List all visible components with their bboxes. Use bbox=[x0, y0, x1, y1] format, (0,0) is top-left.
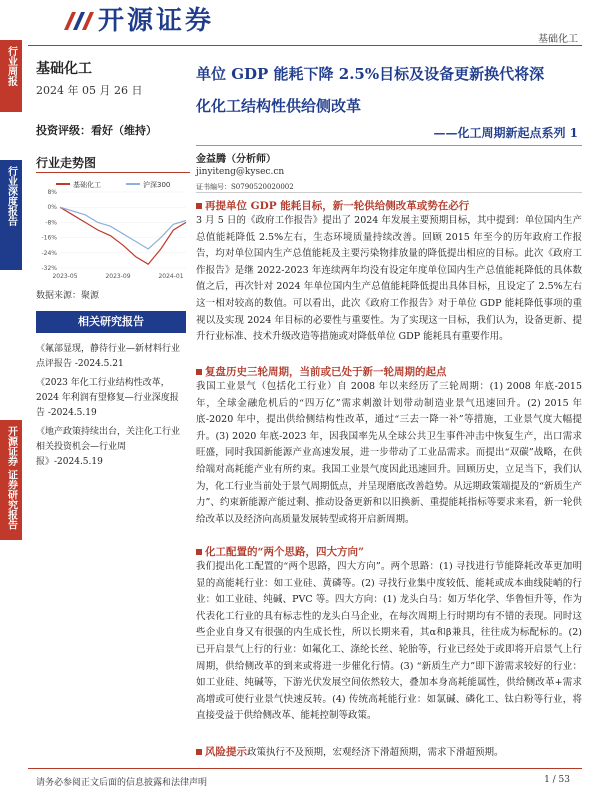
logo-mark-icon bbox=[60, 2, 96, 38]
related-reports-title: 相关研究报告 bbox=[36, 311, 186, 333]
related-report-item[interactable]: 《地产政策持续出台，关注化工行业相关投资机会—行业周报》-2024.5.19 bbox=[36, 427, 181, 467]
section-heading-text: 复盘历史三轮周期，当前或已处于新一轮周期的起点 bbox=[205, 366, 447, 378]
section-heading-text: 再提单位 GDP 能耗目标，新一轮供给侧改革或势在必行 bbox=[205, 200, 470, 212]
related-report-item[interactable]: 《氟部显现，静待行业—新材料行业点评报告 -2024.5.21 bbox=[36, 344, 181, 369]
y-tick-label: -24% bbox=[41, 249, 57, 257]
section-heading bbox=[196, 364, 447, 379]
title-divider bbox=[196, 145, 582, 146]
section-heading-text: 风险提示 bbox=[205, 746, 247, 758]
analyst-divider bbox=[196, 192, 582, 193]
legend-label: 沪深300 bbox=[143, 181, 171, 189]
y-tick-label: -8% bbox=[45, 219, 57, 227]
legend-label: 基础化工 bbox=[73, 181, 101, 189]
x-tick-label: 2023-05 bbox=[52, 273, 78, 280]
section-body: 我们提出化工配置的“两个思路，四大方向”。两个思路：(1) 寻找进行节能降耗改革更加明显的高能耗行业：如工业硅、黄磷等。(2) 寻找行业集中度较低、能耗或成本曲线陡峭的行业：如工业硅、纯碱、PVC 等。四大方向：(1) 龙头白马：如万华化学、华鲁恒升等，作为代表化工行业的具有标志性的龙头白马企业，在每次周期上行时期均有不错的表现。同时这些企业自身又有很强的内生成长性，所以长期来看，其α和β兼具，往往成为标配标的。(2) 已开启景气上行的行业：如氟化工、涤纶长丝、轮胎等，行业已经处于或即将开启景气上行周期，供给侧改革的到来或将进一步催化行情。(3) “新质生产力”即下游需求较好的行业：如工业硅、纯碱等，下游光伏发展空间依然较大，叠加本身高耗能属性，供给侧改革+需求高增或可使行业景气快速反转。(4) 传统高耗能行业：如氯碱、磷化工、钛白粉等行业，将直接受益于供给侧改革、能耗控制等政策。 bbox=[196, 561, 582, 722]
investment-rating: 投资评级：看好（维持） bbox=[36, 124, 157, 137]
analyst-email[interactable]: jinyiteng@kysec.cn bbox=[196, 167, 285, 177]
report-title bbox=[196, 58, 586, 122]
sidebar-depth bbox=[0, 160, 22, 270]
related-report-item[interactable]: 《2023 年化工行业结构性改革，2024 年利润有望修复—行业深度报告 -2024.5.19 bbox=[36, 378, 179, 418]
y-tick-label: -32% bbox=[41, 265, 57, 272]
trend-chart bbox=[36, 176, 190, 284]
section-heading bbox=[196, 198, 469, 213]
y-tick-label: 0% bbox=[47, 204, 57, 212]
page-number: 1 / 53 bbox=[544, 775, 570, 785]
bullet-icon bbox=[196, 749, 202, 755]
sidebar-middle-label: 行业深度报告 bbox=[5, 166, 17, 226]
bullet-icon bbox=[196, 549, 202, 555]
report-date: 2024 年 05 月 26 日 bbox=[36, 84, 143, 97]
series-line-0 bbox=[60, 207, 186, 264]
section-body: 3 月 5 日的《政府工作报告》提出了 2024 年发展主要预期目标，其中提到：单位国内生产总值能耗降低 2.5%左右，生态环境质量持续改善。回顾 2015 年至今的历年政府工作报告，均对单位国内生产总值能耗及主要污染物排放量的降低提出相应的目标。此次《政府工作报告》是继 2022-2023 年连续两年均没有设定年度单位国内生产总值能耗降低的具体数值之后，再次针对 2024 年单位国内生产总值能耗降低提出具体目标，且设定了 2.5%左右这一相对较高的数值。可以看出，此次《政府工作报告》对于单位 GDP 能耗降低事项的重视以及实现 2024 年目标的必要性与重要性。为了实现这一目标，我们认为，设备更新、提升行业标准、技术升级改造等措施或对降低单位 GDP 能耗具有重要作用。 bbox=[196, 215, 582, 343]
section-body: 我国工业景气（包括化工行业）自 2008 年以来经历了三轮周期：(1) 2008 年底-2015 年，全球金融危机后的“四万亿”需求刺激计划带动制造业景气迅速回升。(2) 2015 年底-2020 年中，提出供给侧结构性改革，通过“三去一降一补”等措施，工业景气度大幅提升。(3) 2020 年底-2023 年，因我国率先从全球公共卫生事件冲击中恢复生产，出口需求旺盛，同时我国新能源产业高速发展，进一步带动了工业品需求。而提出“双碳”战略，在供给端对高耗能产业有所约束。我国工业景气度因此迅速回升。回顾历史，立足当下，我们认为，化工行业当前处于景气周期低点，并呈现磨底改善趋势。从远期政策端提及的“新质生产力”、约束新能源产能过剩、推动设备更新和以旧换新、重提能耗指标等要求来看，新一轮供给改革以及经济向高质量发展转型或将开启新周期。 bbox=[196, 381, 582, 525]
sidebar-bottom-label: 开源证券 证券研究报告 bbox=[5, 426, 17, 530]
sidebar-brand bbox=[0, 420, 22, 540]
y-tick-label: 8% bbox=[47, 189, 57, 196]
report-series: ——化工周期新起点系列 1 bbox=[433, 126, 578, 140]
trend-title: 行业走势图 bbox=[36, 156, 97, 170]
bullet-icon bbox=[196, 369, 202, 375]
analyst-name: 金益腾（分析师） bbox=[196, 154, 276, 165]
section-heading-text: 化工配置的“两个思路，四大方向” bbox=[205, 546, 365, 558]
footer-divider bbox=[28, 768, 582, 769]
risk-text: 政策执行不及预期，宏观经济下滑超预期，需求下滑超预期。 bbox=[247, 747, 504, 758]
y-tick-label: -16% bbox=[41, 234, 57, 242]
sidebar-report-type bbox=[0, 40, 22, 112]
bullet-icon bbox=[196, 203, 202, 209]
series-line-1 bbox=[60, 207, 186, 249]
x-tick-label: 2024-01 bbox=[158, 273, 184, 280]
data-source: 数据来源：聚源 bbox=[36, 291, 100, 301]
footer-disclaimer: 请务必参阅正文后面的信息披露和法律声明 bbox=[36, 778, 208, 788]
section-heading bbox=[196, 744, 504, 759]
analyst-cert: 证书编号：S0790520020002 bbox=[196, 183, 294, 191]
trend-divider bbox=[36, 172, 190, 173]
title-line-1: 单位 GDP 能耗下降 2.5%目标及设备更新换代将深 bbox=[196, 65, 545, 83]
brand-name: 开源证券 bbox=[98, 6, 215, 36]
x-tick-label: 2023-09 bbox=[105, 273, 131, 280]
section-heading bbox=[196, 544, 364, 559]
header-category: 基础化工 bbox=[538, 34, 578, 45]
industry-label: 基础化工 bbox=[36, 61, 92, 77]
header-divider bbox=[28, 45, 582, 46]
title-line-2: 化化工结构性供给侧改革 bbox=[196, 97, 362, 115]
sidebar-top-label: 行业周报 bbox=[5, 46, 17, 86]
